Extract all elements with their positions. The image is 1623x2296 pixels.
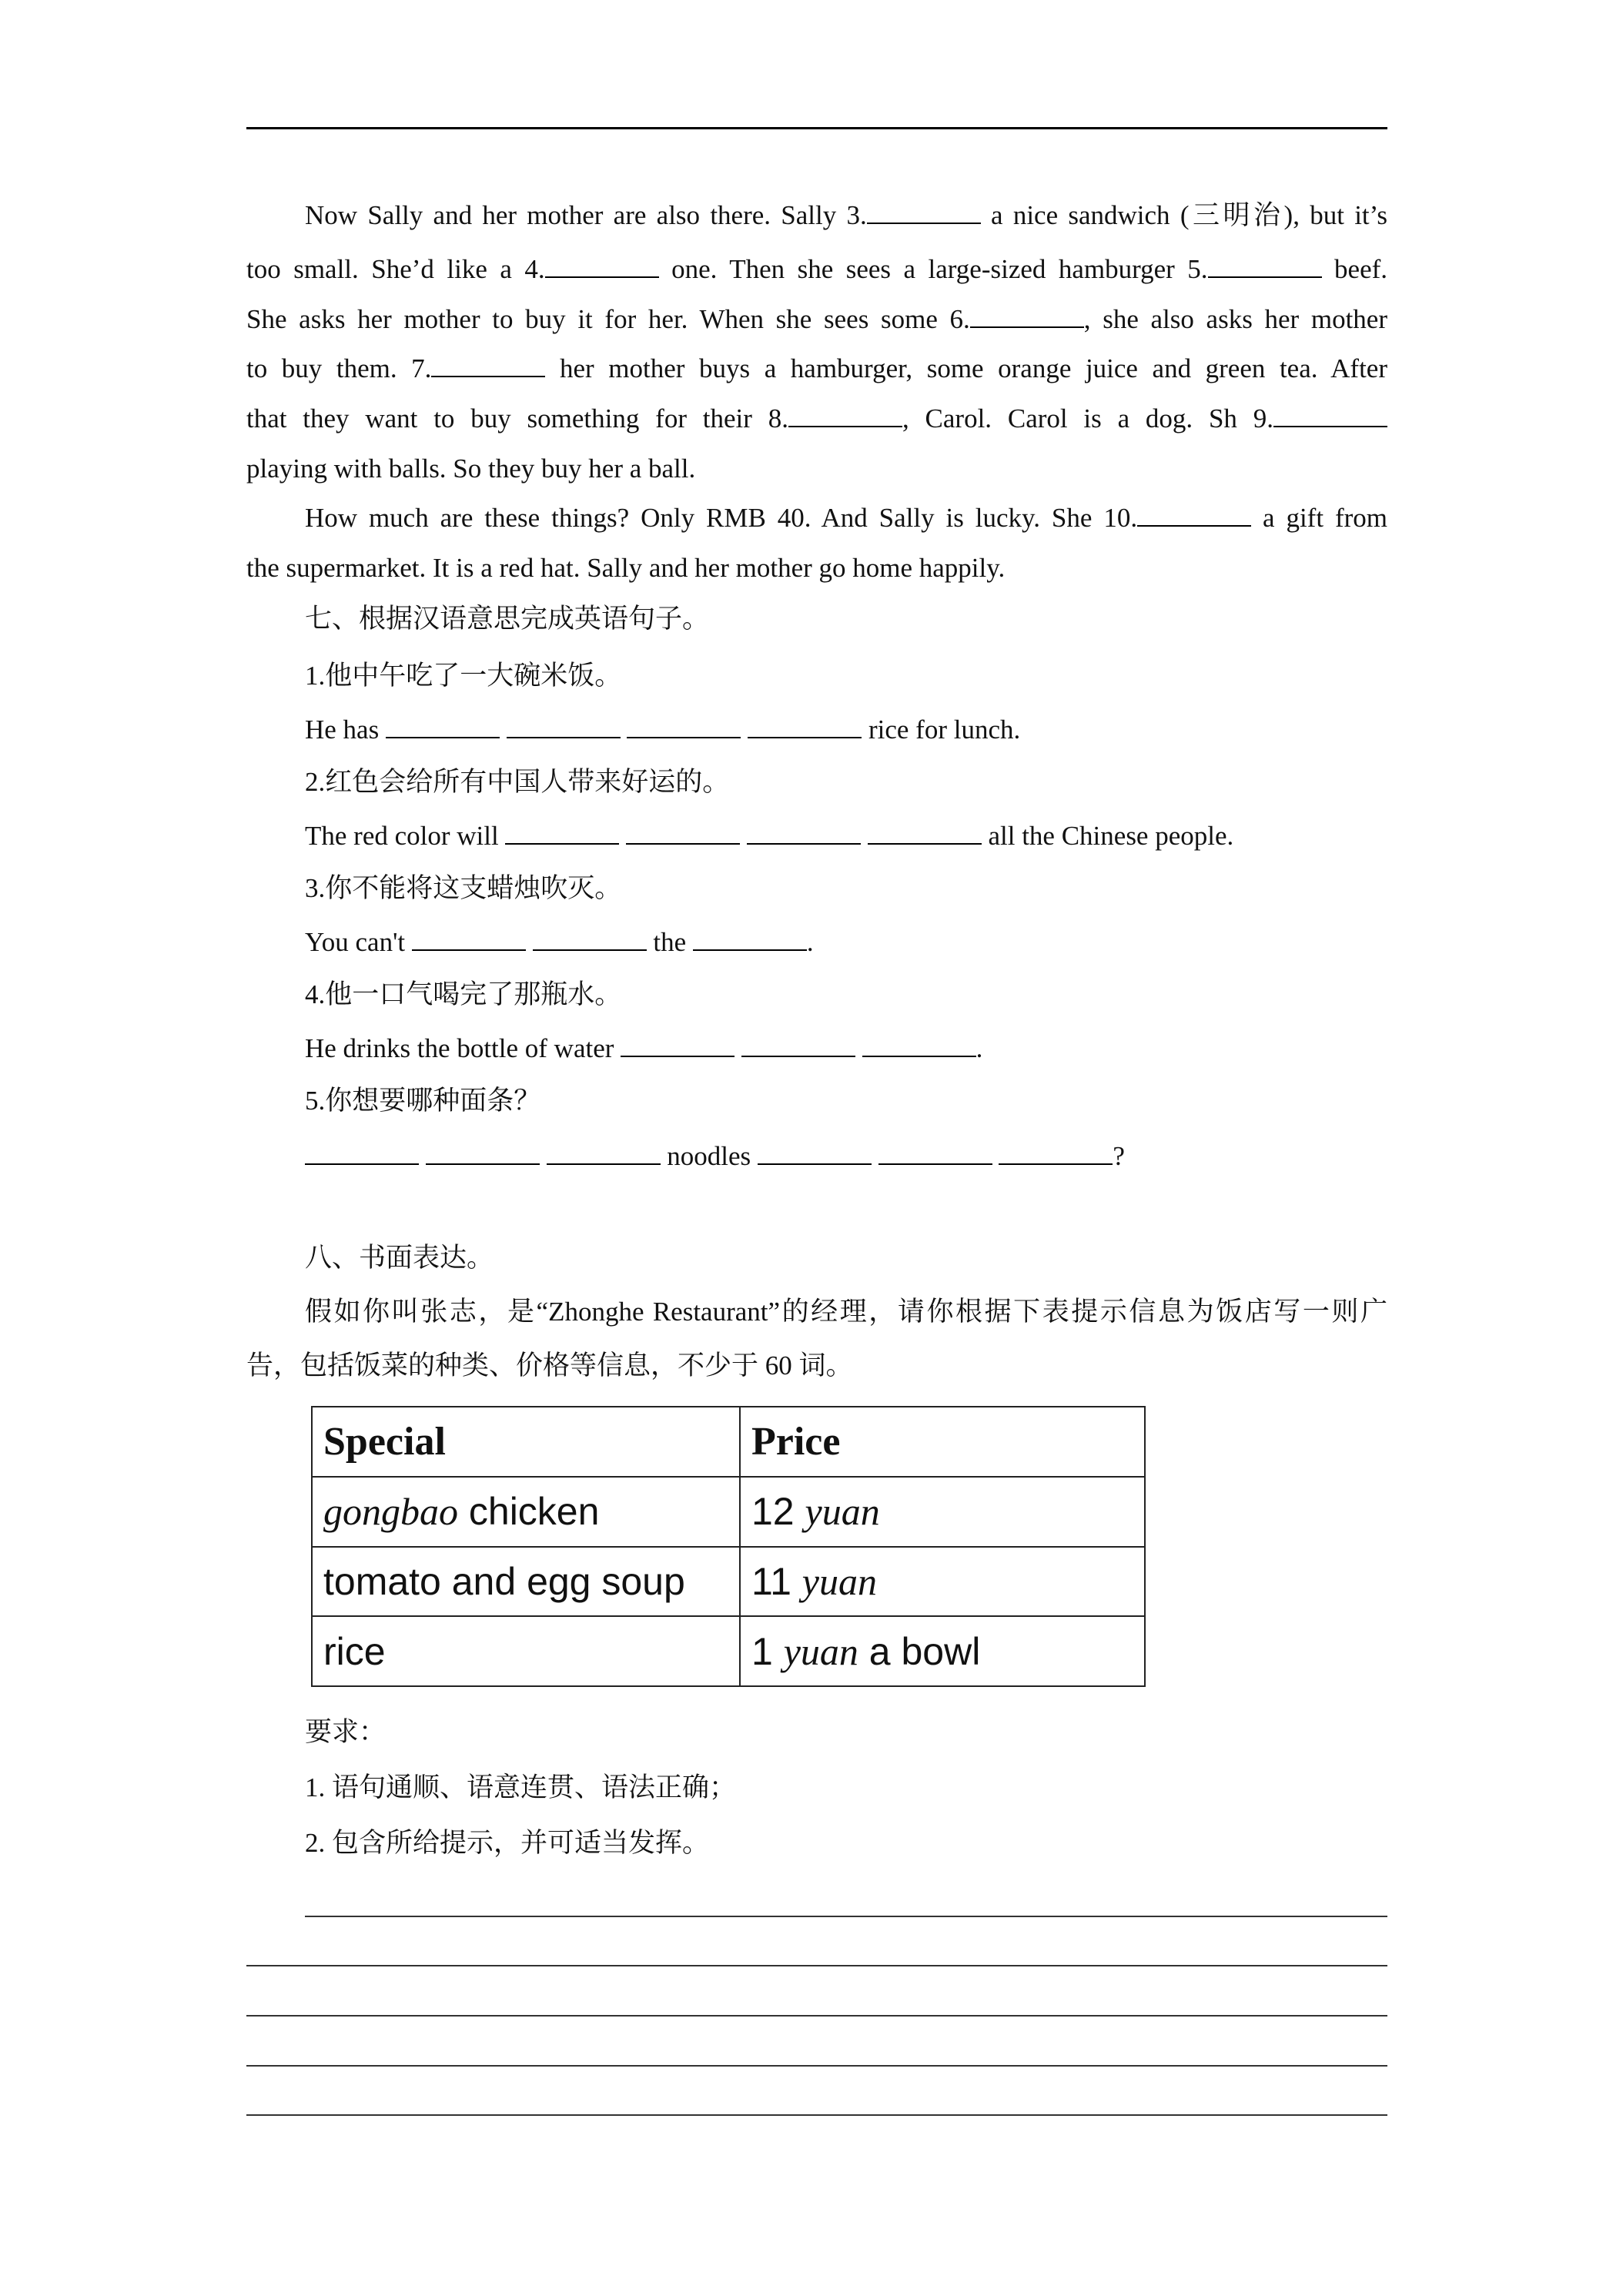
table-header-row <box>312 1407 1145 1477</box>
passage-line-1 <box>305 199 1387 233</box>
passage-line-8 <box>246 551 1005 585</box>
passage-text: to buy them. 7. <box>246 353 432 383</box>
passage-line-3 <box>246 303 1387 336</box>
q3-text: the <box>653 927 687 957</box>
blank-9[interactable] <box>1273 403 1387 427</box>
passage-text: one. Then she sees a large-sized hamburger 5. <box>671 254 1208 284</box>
price-number: 11 <box>751 1559 802 1603</box>
q1-blank[interactable] <box>386 714 500 738</box>
section8-prompt-line-1: 假如你叫张志，是“Zhonghe Restaurant”的经理，请你根据下表提示信息为饭店写一则广 <box>305 1297 1387 1327</box>
passage-text: that they want to buy something for their 8. <box>246 403 788 433</box>
blank-6[interactable] <box>970 303 1084 328</box>
q3-text: . <box>806 927 814 957</box>
q2-blank[interactable] <box>868 820 982 845</box>
price-unit: yuan <box>805 1490 880 1534</box>
q2-blank[interactable] <box>505 820 619 845</box>
passage-line-4 <box>246 352 1387 386</box>
writing-line[interactable] <box>246 2065 1387 2067</box>
table-row <box>312 1547 1145 1617</box>
q4-blank[interactable] <box>862 1033 976 1057</box>
passage-text: the supermarket. It is a red hat. Sally and her mother go home happily. <box>246 553 1006 583</box>
price-number: 12 <box>751 1490 805 1534</box>
dish-name: chicken <box>458 1490 600 1534</box>
q3-blank[interactable] <box>533 926 647 951</box>
header-price: Price <box>740 1407 1145 1477</box>
q5-blank[interactable] <box>758 1140 872 1165</box>
passage-text: a gift from <box>1263 503 1387 533</box>
header-special: Special <box>312 1407 740 1477</box>
q1-chinese: 1.他中午吃了一大碗米饭。 <box>305 661 622 691</box>
q2-blank[interactable] <box>747 820 861 845</box>
passage-text: beef. <box>1334 254 1388 284</box>
q5-blank[interactable] <box>426 1140 540 1165</box>
q4-chinese: 4.他一口气喝完了那瓶水。 <box>305 979 622 1009</box>
requirement-1: 1. 语句通顺、语意连贯、语法正确； <box>305 1772 737 1802</box>
passage-line-7 <box>305 501 1387 535</box>
price-cell <box>740 1547 1145 1617</box>
section8-prompt-line-2: 告，包括饭菜的种类、价格等信息，不少于 60 词。 <box>246 1350 853 1381</box>
passage-text: her mother buys a hamburger, some orange juice and green tea. After <box>560 353 1387 383</box>
passage-text: a nice sandwich (三明治), but it’s <box>991 200 1387 230</box>
passage-text: Now Sally and her mother are also there. Sally 3. <box>305 200 867 230</box>
requirements-title: 要求： <box>305 1717 387 1747</box>
requirement-2: 2. 包含所给提示，并可适当发挥。 <box>305 1828 710 1858</box>
special-price-table <box>311 1406 1146 1687</box>
price-cell <box>740 1477 1145 1547</box>
q3-blank[interactable] <box>412 926 526 951</box>
dish-italic: gongbao <box>323 1490 458 1534</box>
q5-english <box>305 1140 1125 1173</box>
q3-blank[interactable] <box>693 926 807 951</box>
blank-4[interactable] <box>545 253 659 278</box>
passage-text: playing with balls. So they buy her a ball. <box>246 454 696 484</box>
section8-heading: 八、书面表达。 <box>305 1243 494 1273</box>
passage-line-6 <box>246 452 695 486</box>
q4-blank[interactable] <box>621 1033 735 1057</box>
price-tail: a bowl <box>858 1629 981 1673</box>
blank-7[interactable] <box>431 353 545 377</box>
passage-line-5 <box>246 402 1387 436</box>
table-row <box>312 1616 1145 1686</box>
dish-cell <box>312 1477 740 1547</box>
q4-text: He drinks the bottle of water <box>305 1033 614 1063</box>
q2-text: all the Chinese people. <box>988 821 1234 851</box>
q5-chinese: 5.你想要哪种面条？ <box>305 1086 541 1116</box>
blank-3[interactable] <box>867 199 981 224</box>
q4-text: . <box>975 1033 983 1063</box>
q3-chinese: 3.你不能将这支蜡烛吹灭。 <box>305 873 622 903</box>
q5-blank[interactable] <box>305 1140 419 1165</box>
q1-english <box>305 713 1020 747</box>
price-cell <box>740 1616 1145 1686</box>
price-number: 1 <box>751 1629 784 1673</box>
blank-5[interactable] <box>1208 253 1322 278</box>
q2-english <box>305 819 1233 853</box>
q2-chinese: 2.红色会给所有中国人带来好运的。 <box>305 767 730 797</box>
dish-cell <box>312 1547 740 1617</box>
passage-line-2 <box>246 253 1387 286</box>
dish-name: rice <box>323 1629 386 1673</box>
q3-text: You can't <box>305 927 406 957</box>
blank-8[interactable] <box>788 403 902 427</box>
writing-line[interactable] <box>246 2015 1387 2017</box>
section7-heading: 七、根据汉语意思完成英语句子。 <box>305 604 710 634</box>
writing-line[interactable] <box>246 2114 1387 2116</box>
writing-line[interactable] <box>305 1916 1387 1917</box>
q1-blank[interactable] <box>507 714 621 738</box>
q4-english <box>305 1032 982 1066</box>
q2-text: The red color will <box>305 821 499 851</box>
q3-english <box>305 925 814 959</box>
q5-text: ? <box>1113 1141 1125 1171</box>
q5-text: noodles <box>667 1141 751 1171</box>
passage-text: She asks her mother to buy it for her. When she sees some 6. <box>246 304 970 334</box>
q1-text: rice for lunch. <box>868 715 1021 745</box>
writing-line[interactable] <box>246 1965 1387 1966</box>
q2-blank[interactable] <box>626 820 740 845</box>
q1-blank[interactable] <box>748 714 862 738</box>
q1-blank[interactable] <box>627 714 741 738</box>
price-unit: yuan <box>801 1559 877 1603</box>
q4-blank[interactable] <box>741 1033 855 1057</box>
blank-10[interactable] <box>1137 502 1251 527</box>
header-rule <box>246 127 1387 129</box>
passage-text: too small. She’d like a 4. <box>246 254 545 284</box>
passage-text: How much are these things? Only RMB 40. And Sally is lucky. She 10. <box>305 503 1138 533</box>
dish-cell <box>312 1616 740 1686</box>
price-unit: yuan <box>783 1629 858 1673</box>
q5-blank[interactable] <box>999 1140 1113 1165</box>
q1-text: He has <box>305 715 380 745</box>
dish-name: tomato and egg soup <box>323 1559 685 1603</box>
q5-blank[interactable] <box>547 1140 661 1165</box>
q5-blank[interactable] <box>878 1140 992 1165</box>
table-row <box>312 1477 1145 1547</box>
passage-text: , she also asks her mother <box>1083 304 1387 334</box>
passage-text: , Carol. Carol is a dog. Sh 9. <box>902 403 1273 433</box>
